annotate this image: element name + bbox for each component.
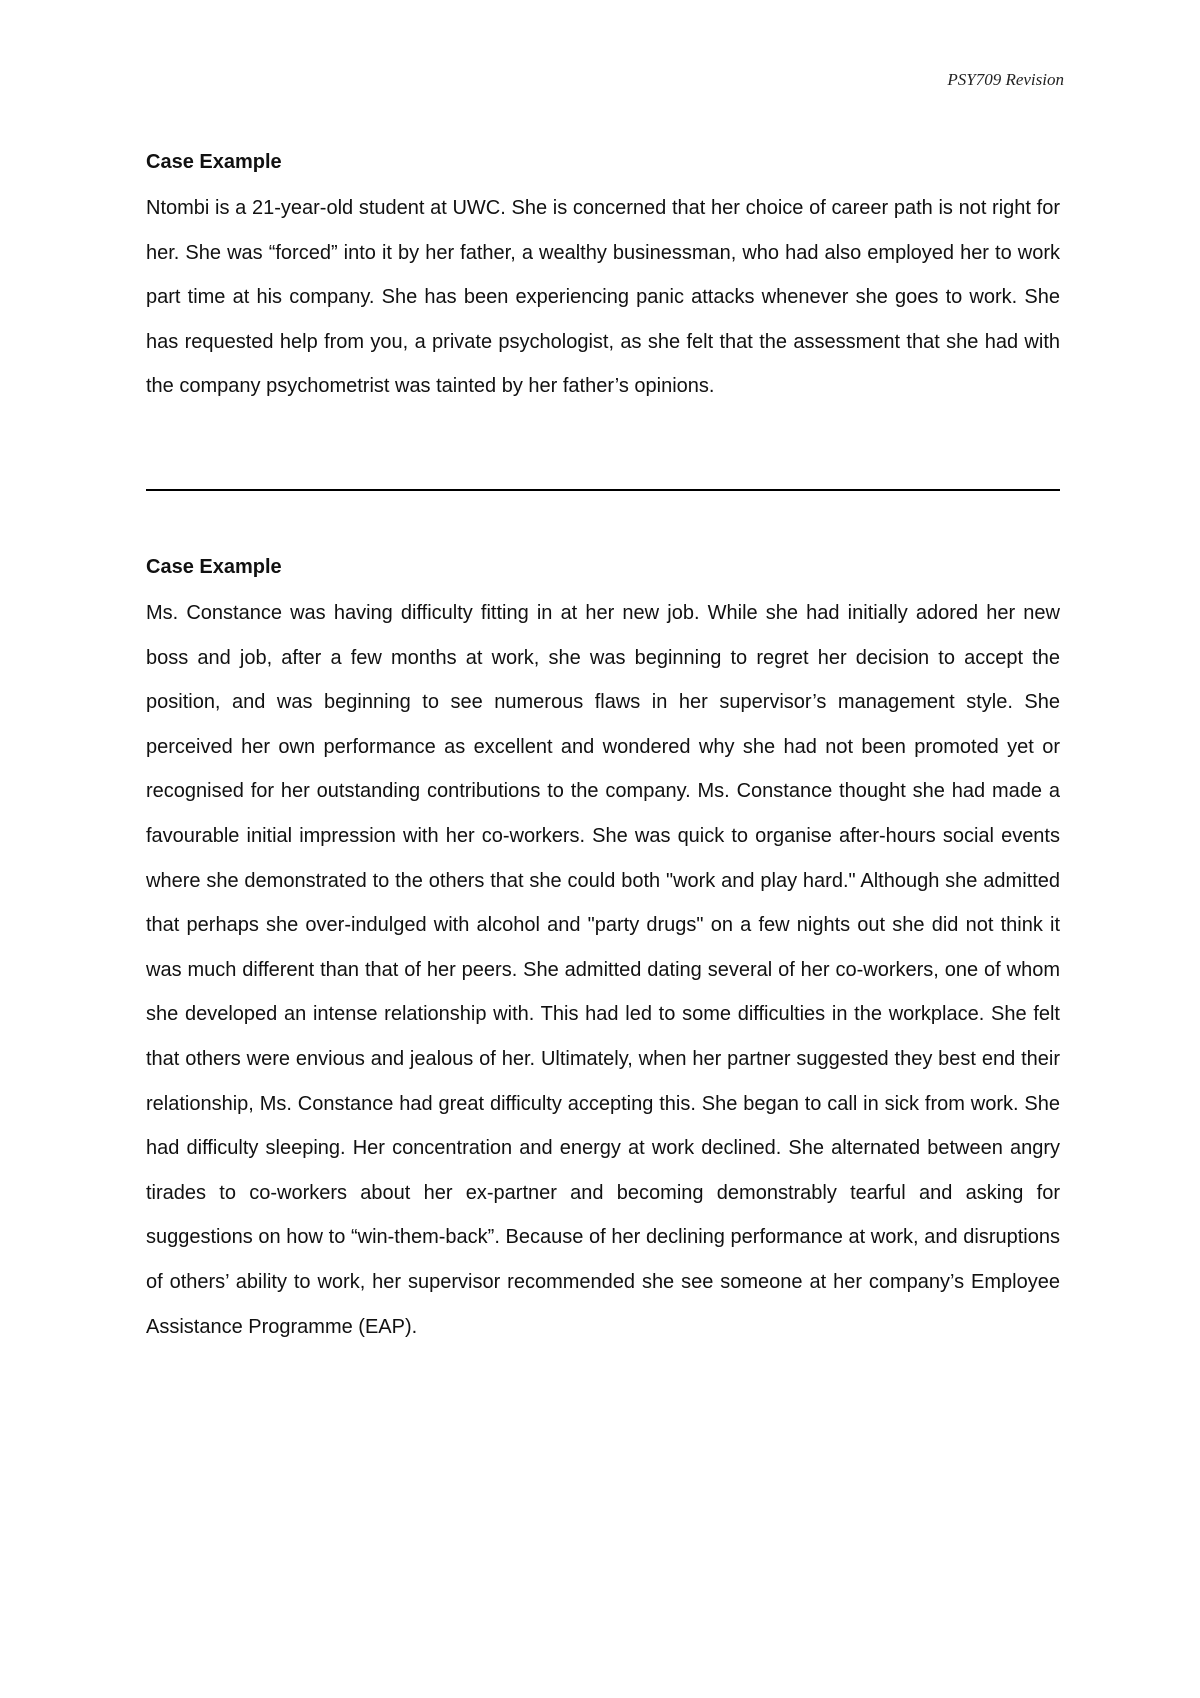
case-section-1 [146,148,1060,409]
case-title-1: Case Example [146,151,282,173]
section-divider [146,489,1060,491]
case-section-2 [146,553,1060,1349]
running-header: PSY709 Revision [947,70,1064,89]
case-body-2: Ms. Constance was having difficulty fitting in at her new job. While she had initially adored her new boss and job, after a few months at work, she was beginning to regret her decision to accept the position, and was beginning to see numerous flaws in her supervisor’s management style. She perceived her own performance as excellent and wondered why she had not been promoted yet or recognised for her outstanding contributions to the company. Ms. Constance thought she had made a favourable initial impression with her co-workers. She was quick to organise after-hours social events where she demonstrated to the others that she could both "work and play hard." Although she admitted that perhaps she over-indulged with alcohol and "party drugs" on a few nights out she did not think it was much different than that of her peers. She admitted dating several of her co-workers, one of whom she developed an intense relationship with. This had led to some difficulties in the workplace. She felt that others were envious and jealous of her. Ultimately, when her partner suggested they best end their relationship, Ms. Constance had great difficulty accepting this. She began to call in sick from work. She had difficulty sleeping. Her concentration and energy at work declined. She alternated between angry tirades to co-workers about her ex-partner and becoming demonstrably tearful and asking for suggestions on how to “win-them-back”. Because of her declining performance at work, and disruptions of others’ ability to work, her supervisor recommended she see someone at her company’s Employee Assistance Programme (EAP). [146,602,1060,1338]
case-body-1: Ntombi is a 21-year-old student at UWC. She is concerned that her choice of career path is not right for her. She was “forced” into it by her father, a wealthy businessman, who had also employed her to work part time at his company. She has been experiencing panic attacks whenever she goes to work. She has requested help from you, a private psychologist, as she felt that the assessment that she had with the company psychometrist was tainted by her father’s opinions. [146,197,1060,398]
case-title-2: Case Example [146,556,282,578]
